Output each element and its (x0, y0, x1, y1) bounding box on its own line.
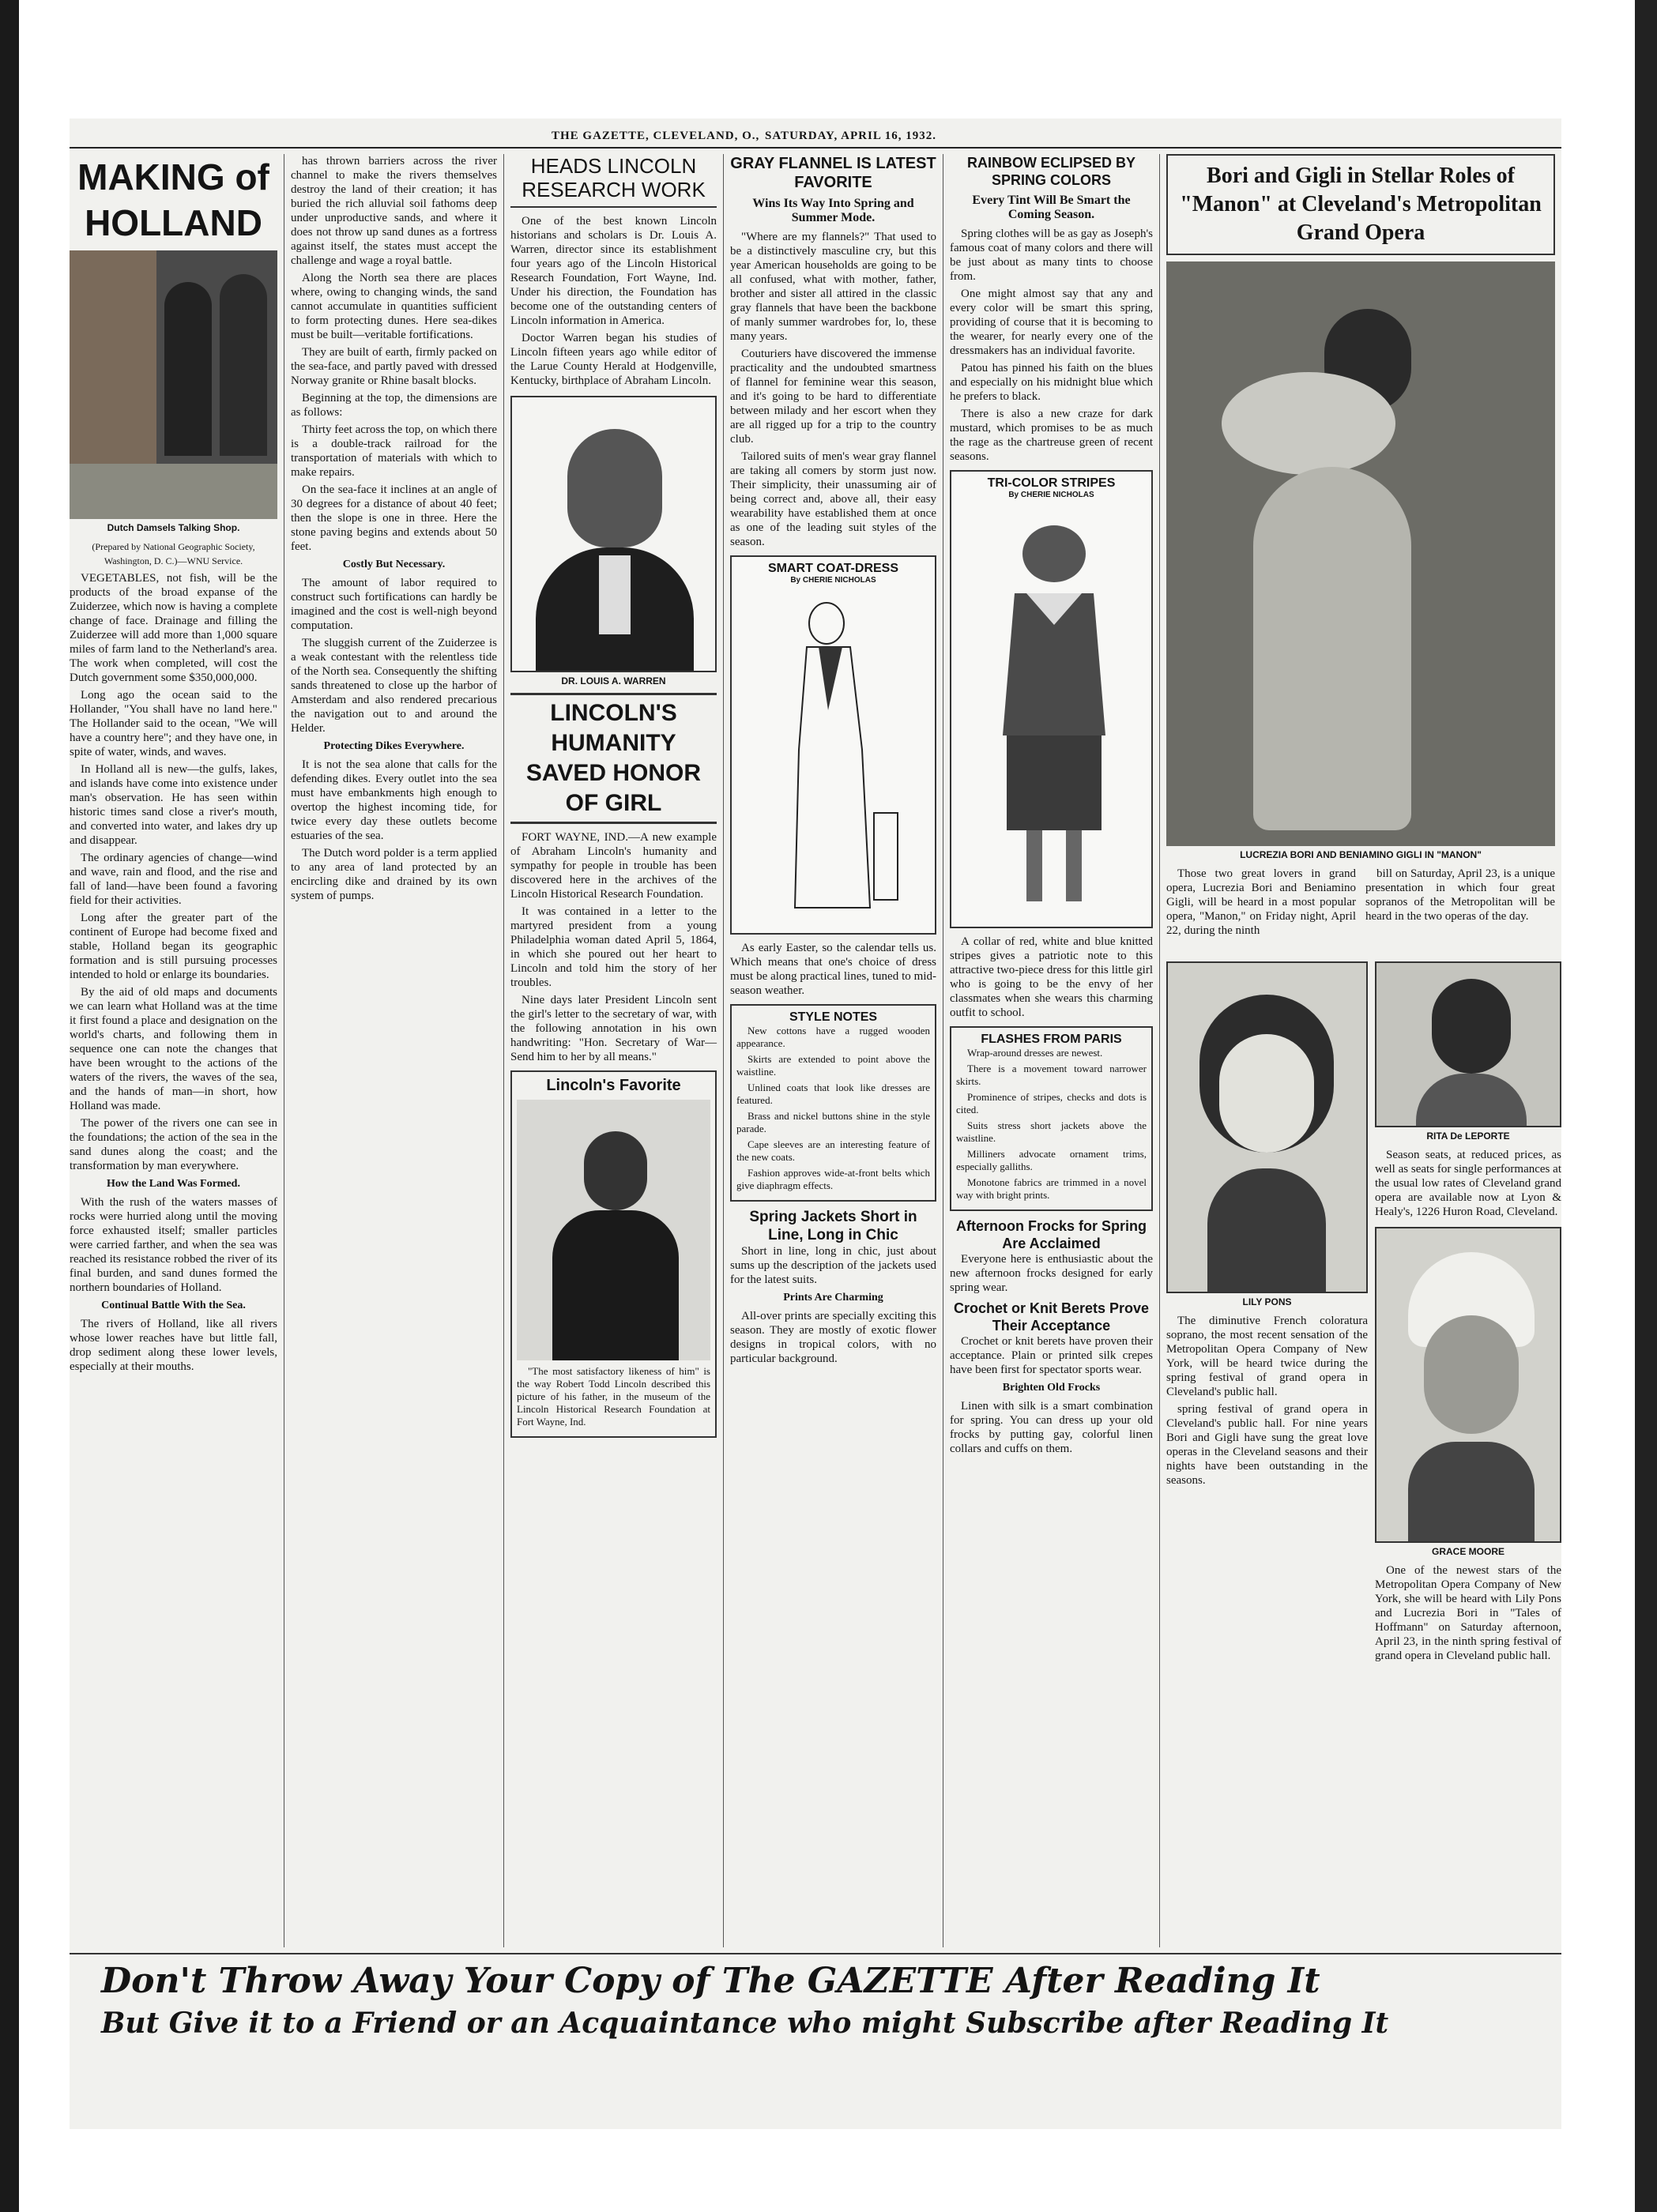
colors-paragraph: Everyone here is enthusiastic about the new afternoon frocks designed for early spring wear. (950, 1253, 1153, 1294)
colors-paragraph: One might almost say that any and every color will be smart this spring, providing of course that it is becoming to the wearer, for nearly every one of the dressmakers has an individual favorite. (950, 288, 1153, 357)
grace-moore-photo (1375, 1227, 1561, 1543)
colors-paragraph: There is also a new craze for dark mustard, which promises to be as much the rage as the chartreuse green of recent seasons. (950, 408, 1153, 463)
lincolns-favorite-title: Lincoln's Favorite (546, 1077, 681, 1094)
flannel-paragraph: "Where are my flannels?" That used to be a distinctively masculine cry, but this year American households are going to be all confused, what with mother, father, brother and sister all attired in the classic gray flannels that have been the backbone of manly summer wardrobes for, lo, these many years. (730, 231, 936, 343)
footer-line-1: Don't Throw Away Your Copy of The GAZETTE After Reading It (101, 1961, 1320, 2001)
holland-paragraph: With the rush of the waters masses of rocks were hurried along until the moving force exhausted itself; smaller particles were carried farther, and when the sea was reached its resistance robbed the river of its final burden, and sand dunes formed the northern boundaries of Holland. (70, 1196, 277, 1294)
holland-paragraph: Thirty feet across the top, on which there is a double-track railroad for the transportation of materials with which to make repairs. (291, 423, 497, 479)
rita-deleporte-photo (1375, 961, 1561, 1127)
footer-line-2: But Give it to a Friend or an Acquaintance who might Subscribe after Reading It (101, 2007, 1389, 2040)
colors-paragraph: Spring clothes will be as gay as Joseph's famous coat of many colors and there will be just about as many tints to choose from. (950, 228, 1153, 283)
masthead (70, 118, 1561, 149)
tri-color-byline: By CHERIE NICHOLAS (1008, 491, 1094, 499)
headline-rainbow-eclipsed: RAINBOW ECLIPSED BY SPRING COLORS (966, 155, 1135, 188)
lincoln-photo (517, 1100, 710, 1360)
holland-paragraph: has thrown barriers across the river channel to make the rivers themselves destroy the land of their creation; it has buried the rich alluvial soil fathoms deep under unproductive sands, and where it does not throw up sand dunes as a fortress against itself, the states must accept the challenge and wage a royal battle. (291, 155, 497, 267)
newspaper-page (70, 118, 1561, 2129)
grace-moore-caption: GRACE MOORE (1431, 1546, 1504, 1557)
opera-paragraph: bill on Saturday, April 23, is a unique presentation in which four great sopranos of the Metropolitan will be heard in the two operas of the day. (1365, 867, 1555, 923)
style-note-item: Fashion approves wide-at-front belts which give diaphragm effects. (736, 1167, 930, 1191)
footer-rule (70, 1953, 1561, 1954)
opera-intro-block (1166, 867, 1555, 961)
deleporte-moore-column (1375, 961, 1561, 1666)
lincoln-paragraph: One of the best known Lincoln historians and scholars is Dr. Louis A. Warren, director since its establishment four years ago of the Lincoln Historical Research Foundation, Fort Wayne, Ind. Under his direction, the Foundation has become one of the outstanding centers of Lincoln information in America. (510, 215, 717, 327)
colors-paragraph: Patou has pinned his faith on the blues and especially on his midnight blue which he prefers to black. (950, 362, 1153, 403)
column-holland-2 (291, 154, 504, 1947)
flashes-title: FLASHES FROM PARIS (981, 1033, 1122, 1046)
holland-paragraph: The rivers of Holland, like all rivers whose lower reaches have but little fall, drop sediment along these lower levels, especially at their mouths. (70, 1318, 277, 1373)
flashes-item: Prominence of stripes, checks and dots is cited. (956, 1091, 1147, 1115)
style-note-item: New cottons have a rugged wooden appearance. (736, 1025, 930, 1049)
flannel-paragraph: Couturiers have discovered the immense practicality and the undoubted smartness of flannel for feminine wear this season, and it's going to be hard to differentiate between milady and her escort when they are all rigged up for a trip to the country club. (730, 348, 936, 446)
style-note-item: Skirts are extended to point above the waistline. (736, 1053, 930, 1078)
masthead-paper: THE GAZETTE, CLEVELAND, O., (552, 130, 760, 142)
deck-gray-flannel: Wins Its Way Into Spring and Summer Mode. (752, 197, 914, 224)
style-note-item: Unlined coats that look like dresses are featured. (736, 1082, 930, 1106)
holland-paragraph: The power of the rivers one can see in the foundations; the action of the sea in the sand dunes along the coast; and the transformation by man everywhere. (70, 1117, 277, 1172)
lily-pons-caption: LILY PONS (1242, 1296, 1292, 1307)
flannel-paragraph: All-over prints are specially exciting this season. They are mostly of exotic flower designs in tropical colors, with no particular background. (730, 1310, 936, 1365)
opera-paragraph: The diminutive French coloratura soprano, the most recent sensation of the Metropolitan Opera Company of New York, will be heard twice during the spring festival of grand opera in Cleveland's public hall. (1166, 1315, 1368, 1398)
column-holland-1 (70, 154, 284, 1947)
headline-lincoln-research: HEADS LINCOLN RESEARCH WORK (522, 154, 706, 201)
holland-paragraph: The ordinary agencies of change—wind and wave, rain and flood, and the rise and fall of land—have been found a favoring field for their activities. (70, 852, 277, 907)
holland-paragraph: Along the North sea there are places where, owing to changing winds, the sand cannot accumulate in quantities sufficient to form protecting dunes. Here sea-dikes must be built—veritable fortifications. (291, 272, 497, 341)
column-lincoln (510, 154, 724, 1947)
holland-paragraph: They are built of earth, firmly packed on the sea-face, and partly paved with dressed Norway granite or Rhine basalt blocks. (291, 346, 497, 387)
holland-paragraph: By the aid of old maps and documents we can learn what Holland was at the time it first found a place and designation on the world's charts, and following them in sequence one can note the changes that have been wrought to the actions of the waters of the rivers, the waves of the sea, and the hands of man—in short, how Holland was made. (70, 986, 277, 1112)
lincoln-photo-caption: "The most satisfactory likeness of him" is the way Robert Todd Lincoln described this picture of his father, in the museum of the Lincoln Historical Research Foundation at Fort Wayne, Ind. (517, 1365, 710, 1428)
flashes-item: There is a movement toward narrower skirts. (956, 1063, 1147, 1087)
coat-dress-illustration (732, 592, 942, 931)
style-note-item: Cape sleeves are an interesting feature of the new coats. (736, 1138, 930, 1163)
lincoln-paragraph: Nine days later President Lincoln sent the girl's letter to the secretary of war, with the following annotation in his own handwriting: "Hon. Secretary of War—Send him to her by all means." (510, 994, 717, 1063)
lincolns-favorite-box (510, 1070, 717, 1438)
colors-paragraph: Crochet or knit berets have proven their acceptance. Plain or printed silk crepes have been first for spectator sports wear. (950, 1335, 1153, 1376)
smart-coat-dress-box (730, 555, 936, 935)
column-opera (1166, 154, 1561, 1947)
lily-pons-photo (1166, 961, 1368, 1293)
headline-bori-gigli: Bori and Gigli in Stellar Roles of "Manon" at Cleveland's Metropolitan Grand Opera (1180, 164, 1542, 245)
holland-paragraph: The sluggish current of the Zuiderzee is a weak contestant with the relentless tide of the North sea. Consequently the shifting sands threatened to close up the harbor of Amsterdam and also rendered precarious the navigation out to and around the Helder. (291, 637, 497, 735)
headline-lincolns-humanity: LINCOLN'S HUMANITY SAVED HONOR OF GIRL (510, 693, 717, 824)
headline-crochet-berets: Crochet or Knit Berets Prove Their Acceptance (953, 1300, 1150, 1334)
flashes-item: Monotone fabrics are trimmed in a novel way with bright prints. (956, 1176, 1147, 1201)
pons-column (1166, 961, 1368, 1491)
holland-paragraph: The Dutch word polder is a term applied to any area of land protected by an encircling dike and drained by its own system of pumps. (291, 847, 497, 902)
style-note-item: Brass and nickel buttons shine in the style parade. (736, 1110, 930, 1134)
opera-paragraph: Those two great lovers in grand opera, Lucrezia Bori and Beniamino Gigli, will be heard in a most popular opera, "Manon," on Friday night, April 22, during the ninth (1166, 867, 1356, 937)
holland-paragraph: In Holland all is new—the gulfs, lakes, and islands have come into existence under man's observation. He has seen within historic times sand close a river's mouth, and converted into water, and lakes dry up and disappear. (70, 763, 277, 847)
girl-dress-illustration (951, 506, 1157, 925)
column-spring-colors (950, 154, 1160, 1947)
warren-caption: DR. LOUIS A. WARREN (561, 675, 666, 687)
headline-afternoon-frocks: Afternoon Frocks for Spring Are Acclaimed (955, 1218, 1147, 1251)
subhead-brighten-frocks: Brighten Old Frocks (1002, 1382, 1101, 1394)
holland-paragraph: On the sea-face it inclines at an angle of 30 degrees for a distance of about 40 feet; then the slope is one in three. Here the stone paving begins and extends about 50 feet. (291, 483, 497, 553)
coat-dress-title: SMART COAT-DRESS (767, 562, 899, 575)
opera-paragraph: One of the newest stars of the Metropolitan Opera Company of New York, she will be heard with Lily Pons and Lucrezia Bori in "Tales of Hoffmann" on Saturday afternoon, April 23, in the ninth spring festival of grand opera in Cleveland public hall. (1375, 1564, 1561, 1662)
headline-gray-flannel: GRAY FLANNEL IS LATEST FAVORITE (730, 155, 936, 191)
flannel-paragraph: As early Easter, so the calendar tells us. Which means that one's choice of dress must be along practical lines, tuned to mid-season weather. (730, 942, 936, 997)
column-gray-flannel (730, 154, 943, 1947)
holland-paragraph: It is not the sea alone that calls for the defending dikes. Every outlet into the sea must have embankments high enough to overtop the highest incoming tide, for twice every day these outlets become estuaries of the sea. (291, 758, 497, 842)
opera-paragraph: Season seats, at reduced prices, as well as seats for single performances at the usual low rates of Cleveland grand opera are available now at Lyon & Healy's, 1226 Huron Road, Cleveland. (1375, 1149, 1561, 1218)
bori-gigli-photo (1166, 261, 1555, 846)
opera-lower-block (1166, 961, 1561, 1870)
flashes-from-paris-box (950, 1026, 1153, 1211)
subhead-protecting-dikes: Protecting Dikes Everywhere. (323, 740, 465, 752)
scan-right-edge (1635, 0, 1657, 2212)
tri-color-stripes-box (950, 470, 1153, 928)
dutch-damsels-photo (70, 250, 277, 519)
style-notes-title: STYLE NOTES (789, 1010, 878, 1024)
headline-spring-jackets: Spring Jackets Short in Line, Long in Chic (749, 1209, 917, 1243)
dutch-damsels-caption: Dutch Damsels Talking Shop. (107, 522, 240, 533)
holland-paragraph: The amount of labor required to construct such fortifications can hardly be imagined and the cost is well-nigh beyond computation. (291, 577, 497, 632)
holland-paragraph: Beginning at the top, the dimensions are as follows: (291, 392, 497, 419)
footer-banner (101, 1959, 1555, 2043)
warren-portrait (510, 396, 717, 672)
subhead-costly: Costly But Necessary. (342, 559, 446, 570)
holland-paragraph: VEGETABLES, not fish, will be the products of the broad expanse of the Zuiderzee, which now is having a complete change of face. Drainage and filling the Zuiderzee will add more than 1,000 square miles of farm land to the Netherland's area. The work when completed, will cost the Dutch government some $350,000,000. (70, 572, 277, 684)
scan-left-edge (0, 0, 19, 2212)
style-notes-box (730, 1004, 936, 1202)
colors-paragraph: A collar of red, white and blue knitted stripes gives a patriotic note to this attractive two-piece dress for this little girl who is going to be the envy of her classmates when she wears this charming outfit to school. (950, 935, 1153, 1019)
bori-gigli-caption: LUCREZIA BORI AND BENIAMINO GIGLI IN "MANON" (1240, 849, 1482, 860)
tri-color-title: TRI-COLOR STRIPES (987, 476, 1116, 490)
coat-dress-byline: By CHERIE NICHOLAS (790, 576, 876, 585)
credit-line: (Prepared by National Geographic Society, Washington, D. C.)—WNU Service. (92, 541, 255, 566)
subhead-prints: Prints Are Charming (783, 1292, 883, 1304)
rita-deleporte-caption: RITA De LEPORTE (1426, 1130, 1510, 1142)
opera-headline-box (1166, 154, 1555, 255)
deck-rainbow: Every Tint Will Be Smart the Coming Season. (972, 194, 1131, 221)
holland-paragraph: Long after the greater part of the continent of Europe had become fixed and stable, Holland began its geographic formation and is still pursuing processes intended to hold or enlarge its boundaries. (70, 912, 277, 981)
flashes-item: Wrap-around dresses are newest. (967, 1047, 1103, 1059)
subhead-continual-battle: Continual Battle With the Sea. (101, 1300, 246, 1311)
masthead-date: SATURDAY, APRIL 16, 1932. (765, 130, 936, 142)
subhead-land-formed: How the Land Was Formed. (107, 1178, 240, 1190)
lincoln-paragraph: FORT WAYNE, IND.—A new example of Abraham Lincoln's humanity and sympathy for people in trouble has been discovered here in the archives of the Lincoln Historical Research Foundation. (510, 831, 717, 901)
headline-making-of-holland: MAKING of HOLLAND (77, 156, 269, 243)
colors-paragraph: Linen with silk is a smart combination for spring. You can dress up your old frocks by putting gay, colorful linen collars and cuffs on them. (950, 1400, 1153, 1455)
flashes-item: Milliners advocate ornament trims, especially galliths. (956, 1148, 1147, 1172)
lincoln-paragraph: Doctor Warren began his studies of Lincoln fifteen years ago while editor of the Larue County Herald at Hodgenville, Kentucky, birthplace of Abraham Lincoln. (510, 332, 717, 387)
flannel-paragraph: Short in line, long in chic, just about sums up the description of the jackets used for the latest suits. (730, 1245, 936, 1286)
flannel-paragraph: Tailored suits of men's wear gray flannel are taking all comers by storm just now. Their simplicity, their unassuming air of being correct and, above all, their easy wearability have established them at once as one of the leading suit styles of the season. (730, 450, 936, 548)
lincoln-paragraph: It was contained in a letter to the martyred president from a young Philadelphia woman dated April 5, 1864, in which she poured out her heart to Lincoln and told him the story of her troubles. (510, 905, 717, 989)
flashes-item: Suits stress short jackets above the waistline. (956, 1119, 1147, 1144)
holland-paragraph: Long ago the ocean said to the Hollander, "You shall have no land here." The Hollander said to the ocean, "We will have a country here"; and they have one, in spite of water, winds, and waves. (70, 689, 277, 758)
opera-paragraph: spring festival of grand opera in Cleveland's public hall. For nine years Bori and Gigli have sung the great love operas in the Cleveland seasons and their nights have been outstanding in the seasons. (1166, 1403, 1368, 1487)
